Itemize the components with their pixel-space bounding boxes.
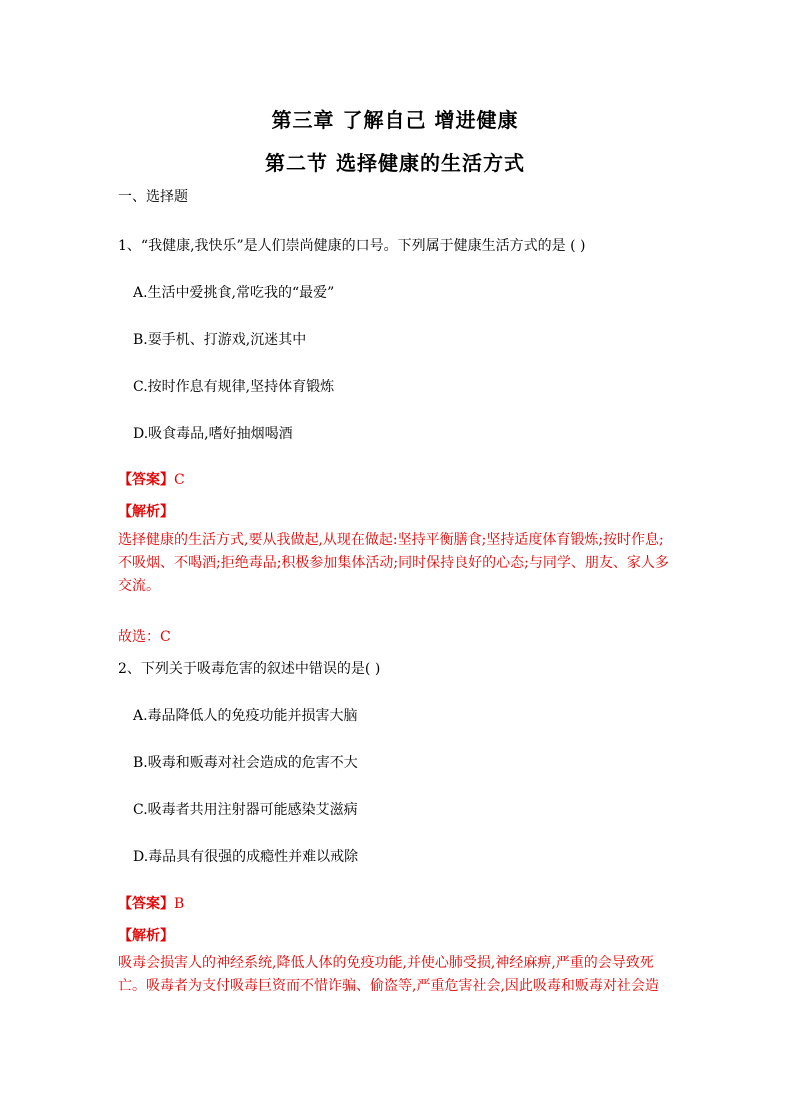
- question-2-option-b: B.吸毒和贩毒对社会造成的危害不大: [133, 755, 358, 771]
- question-2-stem: 2、下列关于吸毒危害的叙述中错误的是( ): [118, 661, 381, 677]
- analysis-line: 吸毒会损害人的神经系统,降低人体的免疫功能,并使心肺受损,神经麻痹,严重的会导致死: [118, 955, 654, 971]
- chapter-title: 第三章 了解自己 增进健康: [271, 108, 519, 132]
- question-2-analysis-label: [118, 925, 174, 945]
- question-1-conclusion: 故选：C: [118, 629, 171, 645]
- question-1-analysis-label: [118, 501, 174, 521]
- question-2-option-d: D.毒品具有很强的成瘾性并难以戒除: [133, 849, 359, 865]
- question-1-option-a: A.生活中爱挑食,常吃我的“最爱”: [133, 285, 335, 301]
- section-title: 第二节 选择健康的生活方式: [265, 151, 525, 175]
- answer-value: B: [174, 896, 185, 912]
- analysis-label: 【解析】: [118, 928, 174, 944]
- question-2-answer: [118, 893, 184, 913]
- question-1-stem: 1、“我健康,我快乐”是人们崇尚健康的口号。下列属于健康生活方式的是 ( ): [118, 238, 586, 254]
- question-2-option-c: C.吸毒者共用注射器可能感染艾滋病: [133, 802, 358, 818]
- question-1-analysis: [118, 529, 678, 598]
- question-1-answer: [118, 469, 185, 489]
- question-2-analysis: [118, 952, 678, 998]
- question-1-option-b: B.耍手机、打游戏,沉迷其中: [133, 332, 307, 348]
- question-1-option-d: D.吸食毒品,嗜好抽烟喝酒: [133, 426, 293, 442]
- question-1-option-c: C.按时作息有规律,坚持体育锻炼: [133, 379, 335, 395]
- analysis-line: 选择健康的生活方式,要从我做起,从现在做起:坚持平衡膳食;坚持适度体育锻炼;按时作息;: [118, 532, 664, 548]
- answer-label: 【答案】: [118, 472, 174, 488]
- analysis-line: 交流。: [118, 578, 160, 594]
- question-2-option-a: A.毒品降低人的免疫功能并损害大脑: [133, 708, 358, 724]
- analysis-line: 亡。吸毒者为支付吸毒巨资而不惜诈骗、偷盗等,严重危害社会,因此吸毒和贩毒对社会造: [118, 978, 659, 994]
- analysis-label: 【解析】: [118, 504, 174, 520]
- analysis-line: 不吸烟、不喝酒;拒绝毒品;积极参加集体活动;同时保持良好的心态;与同学、朋友、家人多: [118, 555, 669, 571]
- answer-label: 【答案】: [118, 896, 174, 912]
- question-type-heading: 一、选择题: [118, 189, 188, 205]
- answer-value: C: [174, 472, 185, 488]
